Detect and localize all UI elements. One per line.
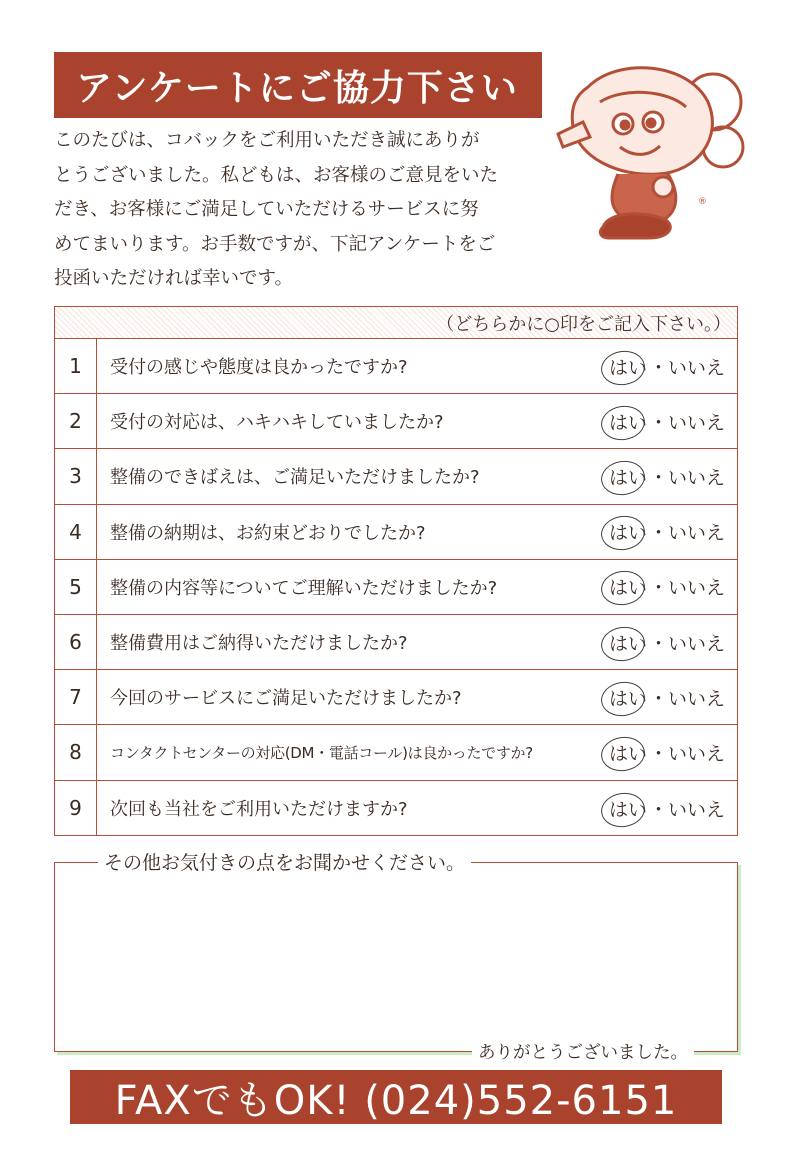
question-text: 受付の対応は、ハキハキしていましたか? — [110, 412, 444, 434]
comments-label: その他お気付きの点をお聞かせください。 — [98, 848, 471, 875]
answer-yes-option[interactable] — [607, 577, 649, 599]
survey-row — [55, 505, 737, 560]
hand-drawn-circle-icon — [599, 568, 647, 608]
answer-no-option[interactable]: いいえ — [668, 356, 726, 379]
answer-no-option[interactable]: いいえ — [668, 632, 726, 655]
answer-choices — [607, 463, 737, 490]
survey-row — [55, 670, 737, 725]
survey-row — [55, 339, 737, 394]
hand-drawn-circle-icon — [599, 679, 647, 719]
question-text: 整備のできばえは、ご満足いただけましたか? — [110, 467, 480, 489]
answer-yes-option[interactable] — [607, 743, 649, 765]
answer-choices — [607, 518, 737, 545]
question-text: コンタクトセンターの対応(DM・電話コール)は良かったですか? — [110, 743, 533, 762]
answer-no-option[interactable]: いいえ — [668, 411, 726, 434]
question-number: 5 — [55, 560, 97, 614]
answer-choices — [607, 684, 737, 711]
answer-no-option[interactable]: いいえ — [668, 687, 726, 710]
answer-yes-label: はい — [609, 522, 648, 545]
answer-no-option[interactable]: いいえ — [668, 466, 726, 489]
answer-choices — [607, 353, 737, 380]
answer-yes-option[interactable] — [607, 522, 649, 544]
answer-yes-label: はい — [609, 577, 648, 600]
intro-line: 投函いただければ幸いです。 — [54, 268, 294, 290]
answer-separator: ・ — [649, 522, 669, 545]
answer-separator: ・ — [649, 577, 669, 600]
answer-separator: ・ — [649, 411, 669, 434]
answer-choices — [607, 795, 737, 822]
answer-yes-option[interactable] — [607, 357, 649, 379]
survey-row — [55, 394, 737, 449]
question-text: 次回も当社をご利用いただけますか? — [110, 799, 408, 821]
fax-banner: FAXでもOK! (024)552-6151 — [70, 1070, 722, 1124]
thanks-text: ありがとうございました。 — [472, 1039, 694, 1064]
survey-row — [55, 615, 737, 670]
registered-mark: ® — [698, 197, 707, 207]
question-number: 4 — [55, 505, 97, 559]
answer-yes-label: はい — [609, 356, 648, 379]
survey-title: アンケートにご協力下さい — [54, 52, 542, 118]
question-number: 2 — [55, 394, 97, 448]
survey-instruction: （どちらかに○印をご記入下さい。） — [55, 307, 737, 339]
question-text: 整備費用はご納得いただけましたか? — [110, 633, 408, 655]
hand-drawn-circle-icon — [599, 734, 647, 774]
survey-row — [55, 781, 737, 836]
answer-yes-option[interactable] — [607, 633, 649, 655]
survey-row — [55, 560, 737, 615]
answer-separator: ・ — [649, 632, 669, 655]
answer-yes-option[interactable] — [607, 412, 649, 434]
hand-drawn-circle-icon — [599, 348, 647, 388]
intro-line: とうございました。私どもは、お客様のご意見をいた — [54, 164, 499, 186]
intro-line: だき、お客様にご満足していただけるサービスに努 — [54, 199, 479, 221]
answer-choices — [607, 739, 737, 766]
answer-choices — [607, 629, 737, 656]
question-text: 整備の納期は、お約束どおりでしたか? — [110, 522, 426, 544]
answer-no-option[interactable]: いいえ — [668, 798, 726, 821]
hand-drawn-circle-icon — [599, 513, 647, 553]
answer-choices — [607, 573, 737, 600]
answer-yes-label: はい — [609, 466, 648, 489]
answer-separator: ・ — [649, 356, 669, 379]
intro-line: このたびは、コバックをご利用いただき誠にありが — [54, 130, 480, 151]
answer-separator: ・ — [649, 466, 669, 489]
answer-yes-label: はい — [609, 798, 648, 821]
survey-table — [54, 306, 738, 836]
hand-drawn-circle-icon — [599, 790, 647, 830]
question-number: 9 — [55, 781, 97, 836]
answer-yes-label: はい — [609, 411, 648, 434]
answer-separator: ・ — [649, 687, 669, 710]
intro-text — [54, 124, 554, 297]
answer-separator: ・ — [649, 742, 669, 765]
question-number: 1 — [55, 339, 97, 393]
comments-frame — [54, 862, 738, 1052]
question-number: 8 — [55, 725, 97, 779]
answer-yes-label: はい — [609, 687, 648, 710]
question-text: 整備の内容等についてご理解いただけましたか? — [110, 577, 498, 599]
question-number: 6 — [55, 615, 97, 669]
answer-no-option[interactable]: いいえ — [668, 577, 726, 600]
question-number: 7 — [55, 670, 97, 724]
answer-yes-option[interactable] — [607, 688, 649, 710]
question-text: 受付の感じや態度は良かったですか? — [110, 357, 408, 379]
answer-yes-label: はい — [609, 742, 648, 765]
survey-row — [55, 449, 737, 504]
comments-box[interactable] — [54, 852, 738, 1063]
answer-choices — [607, 408, 737, 435]
survey-row — [55, 725, 737, 780]
hand-drawn-circle-icon — [599, 458, 647, 498]
answer-yes-label: はい — [609, 632, 648, 655]
question-number: 3 — [55, 449, 97, 503]
hand-drawn-circle-icon — [599, 403, 647, 443]
intro-line: めてまいります。お手数ですが、下記アンケートをご — [54, 233, 496, 255]
answer-no-option[interactable]: いいえ — [668, 742, 726, 765]
hand-drawn-circle-icon — [599, 624, 647, 664]
answer-no-option[interactable]: いいえ — [668, 522, 726, 545]
answer-separator: ・ — [649, 798, 669, 821]
answer-yes-option[interactable] — [607, 467, 649, 489]
answer-yes-option[interactable] — [607, 799, 649, 821]
question-text: 今回のサービスにご満足いただけましたか? — [110, 688, 462, 710]
mascot-character-icon — [548, 62, 748, 242]
